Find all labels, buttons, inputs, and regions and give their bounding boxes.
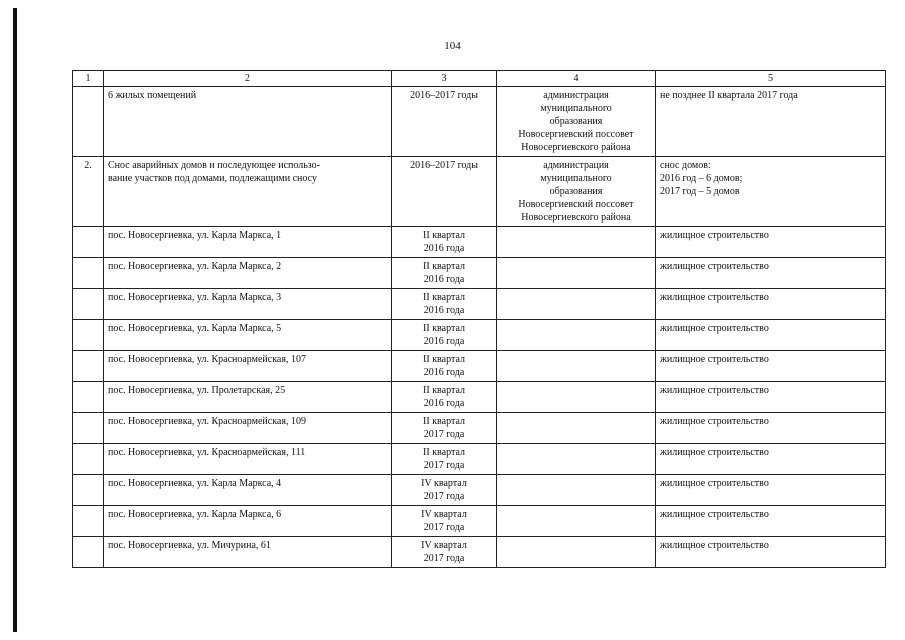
executor-cell	[497, 320, 656, 351]
result-cell: жилищное строительство	[656, 537, 886, 568]
period-cell: IV квартал 2017 года	[392, 537, 497, 568]
result-cell: жилищное строительство	[656, 227, 886, 258]
result-cell: не позднее II квартала 2017 года	[656, 87, 886, 157]
period-cell: II квартал 2016 года	[392, 227, 497, 258]
binding-edge-line	[13, 8, 17, 632]
table-header-row	[73, 71, 886, 87]
row-number: 2.	[73, 157, 104, 227]
row-number	[73, 258, 104, 289]
result-cell: жилищное строительство	[656, 413, 886, 444]
table-row	[73, 537, 886, 568]
address-cell: пос. Новосергиевка, ул. Карла Маркса, 3	[104, 289, 392, 320]
result-cell: жилищное строительство	[656, 351, 886, 382]
address-cell: пос. Новосергиевка, ул. Карла Маркса, 4	[104, 475, 392, 506]
address-cell: пос. Новосергиевка, ул. Мичурина, 61	[104, 537, 392, 568]
executor-cell	[497, 289, 656, 320]
period-cell: II квартал 2016 года	[392, 258, 497, 289]
document-table	[72, 70, 886, 568]
address-cell: пос. Новосергиевка, ул. Карла Маркса, 6	[104, 506, 392, 537]
table-row	[73, 87, 886, 157]
result-cell: жилищное строительство	[656, 475, 886, 506]
executor-cell: администрация муниципального образования Новосергиевский поссовет Новосергиевского района	[497, 87, 656, 157]
executor-cell	[497, 413, 656, 444]
row-number	[73, 320, 104, 351]
period-cell: II квартал 2017 года	[392, 444, 497, 475]
measure-name: Снос аварийных домов и последующее использо- вание участков под домами, подлежащими сносу	[104, 157, 392, 227]
table-row	[73, 506, 886, 537]
column-name-header: 2	[104, 71, 392, 87]
result-cell: снос домов: 2016 год – 6 домов; 2017 год – 5 домов	[656, 157, 886, 227]
table-row	[73, 444, 886, 475]
period-cell: IV квартал 2017 года	[392, 506, 497, 537]
period-cell: II квартал 2016 года	[392, 320, 497, 351]
address-cell: пос. Новосергиевка, ул. Пролетарская, 25	[104, 382, 392, 413]
table-row	[73, 351, 886, 382]
table-row	[73, 475, 886, 506]
measure-name: 6 жилых помещений	[104, 87, 392, 157]
executor-cell	[497, 444, 656, 475]
row-number	[73, 537, 104, 568]
page-number: 104	[444, 40, 461, 52]
executor-cell	[497, 258, 656, 289]
table-row	[73, 227, 886, 258]
row-number	[73, 289, 104, 320]
period-cell: II квартал 2016 года	[392, 351, 497, 382]
period-cell: II квартал 2016 года	[392, 289, 497, 320]
period-cell: 2016–2017 годы	[392, 157, 497, 227]
row-number	[73, 382, 104, 413]
period-cell: IV квартал 2017 года	[392, 475, 497, 506]
period-cell: II квартал 2017 года	[392, 413, 497, 444]
address-cell: пос. Новосергиевка, ул. Карла Маркса, 1	[104, 227, 392, 258]
period-cell: 2016–2017 годы	[392, 87, 497, 157]
table-row	[73, 413, 886, 444]
table-row	[73, 289, 886, 320]
executor-cell	[497, 475, 656, 506]
executor-cell	[497, 351, 656, 382]
executor-cell	[497, 506, 656, 537]
address-cell: пос. Новосергиевка, ул. Красноармейская, 111	[104, 444, 392, 475]
period-cell: II квартал 2016 года	[392, 382, 497, 413]
column-period-header: 3	[392, 71, 497, 87]
row-number	[73, 87, 104, 157]
address-cell: пос. Новосергиевка, ул. Карла Маркса, 5	[104, 320, 392, 351]
executor-cell	[497, 227, 656, 258]
result-cell: жилищное строительство	[656, 258, 886, 289]
address-cell: пос. Новосергиевка, ул. Карла Маркса, 2	[104, 258, 392, 289]
row-number	[73, 506, 104, 537]
result-cell: жилищное строительство	[656, 289, 886, 320]
column-number-header: 1	[73, 71, 104, 87]
row-number	[73, 475, 104, 506]
column-result-header: 5	[656, 71, 886, 87]
result-cell: жилищное строительство	[656, 382, 886, 413]
row-number	[73, 227, 104, 258]
result-cell: жилищное строительство	[656, 444, 886, 475]
executor-cell	[497, 537, 656, 568]
column-executor-header: 4	[497, 71, 656, 87]
table-row	[73, 258, 886, 289]
table-row	[73, 382, 886, 413]
result-cell: жилищное строительство	[656, 506, 886, 537]
row-number	[73, 444, 104, 475]
result-cell: жилищное строительство	[656, 320, 886, 351]
row-number	[73, 413, 104, 444]
executor-cell: администрация муниципального образования Новосергиевский поссовет Новосергиевского района	[497, 157, 656, 227]
table-row	[73, 320, 886, 351]
table-row	[73, 157, 886, 227]
row-number	[73, 351, 104, 382]
address-cell: пос. Новосергиевка, ул. Красноармейская, 109	[104, 413, 392, 444]
address-cell: пос. Новосергиевка, ул. Красноармейская, 107	[104, 351, 392, 382]
executor-cell	[497, 382, 656, 413]
